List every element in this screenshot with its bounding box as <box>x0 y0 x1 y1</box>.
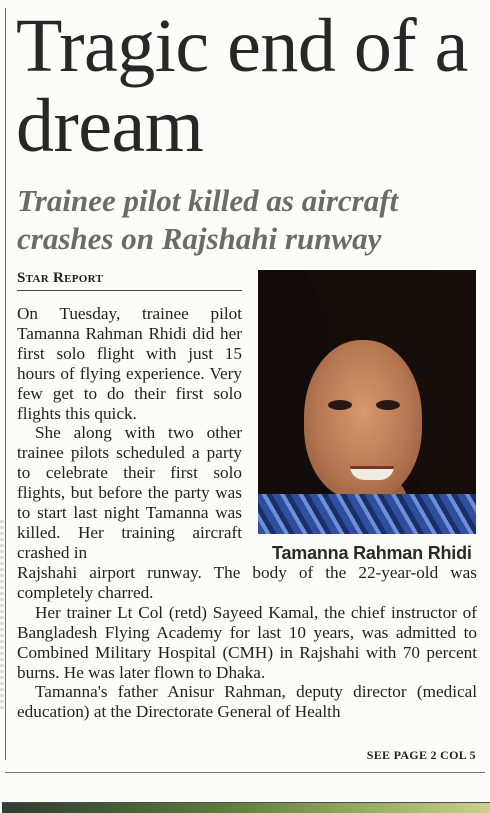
photo-eye-left <box>328 400 352 410</box>
byline: Star Report <box>17 270 242 291</box>
article-paragraph-2-continued: Rajshahi airport runway. The body of the 22-year-old was completely charred. <box>17 563 477 602</box>
bottom-divider <box>5 772 485 773</box>
photo-shirt <box>258 494 476 534</box>
article-column <box>17 304 242 563</box>
portrait-photo <box>258 270 476 534</box>
column-rule-left <box>5 8 6 760</box>
article-paragraph-3: Her trainer Lt Col (retd) Sayeed Kamal, the chief instructor of Bangladesh Flying Academy for last 10 years, was admitted to Combined Military Hospital (CMH) in Rajshahi with 70 percent burns. He was later flown to Dhaka. <box>17 602 477 682</box>
deck-subheadline: Trainee pilot killed as aircraft crashes on Rajshahi runway <box>17 183 399 256</box>
gutter-marking <box>0 520 4 710</box>
article-fullwidth <box>17 563 477 722</box>
article-paragraph-1: On Tuesday, trainee pilot Tamanna Rahman Rhidi did her first solo flight with just 15 hours of flying experience. Very few get to do their first solo flights this quick. <box>17 304 242 423</box>
photo-caption: Tamanna Rahman Rhidi <box>272 543 472 563</box>
headline: Tragic end of a dream <box>16 4 468 168</box>
next-story-image-strip <box>2 802 490 813</box>
article-paragraph-2: She along with two other trainee pilots scheduled a party to celebrate their first solo flights, but before the party was to start last night Tamanna was killed. Her training aircraft crashed in <box>17 423 242 562</box>
article-paragraph-4: Tamanna's father Anisur Rahman, deputy director (medical education) at the Directorate General of Health <box>17 682 477 722</box>
continuation-link[interactable]: SEE PAGE 2 COL 5 <box>366 748 476 762</box>
photo-eye-right <box>376 400 400 410</box>
